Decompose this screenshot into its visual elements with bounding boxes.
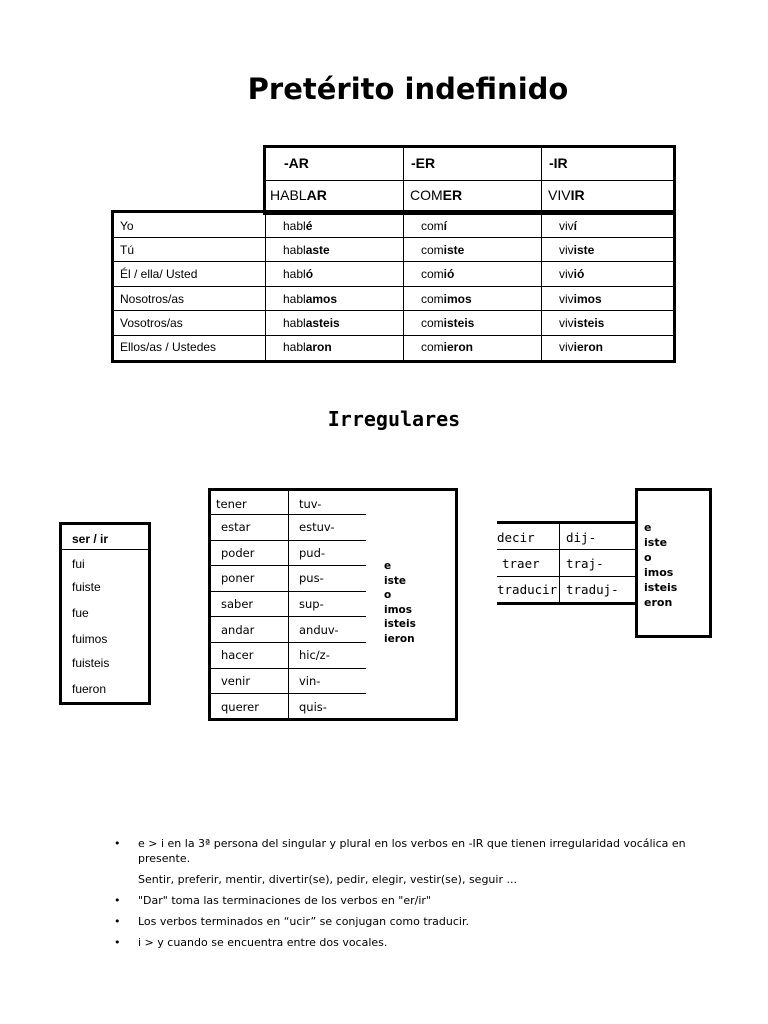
conjugation-cell: habló bbox=[283, 267, 314, 281]
model-verb-comer: COMER bbox=[410, 187, 463, 203]
column-header-ar: -AR bbox=[284, 155, 309, 171]
bullet-icon: • bbox=[114, 936, 121, 949]
conjugation-cell: vivieron bbox=[559, 340, 604, 354]
person-ellos: Ellos/as / Ustedes bbox=[120, 340, 217, 354]
irregular-verb: tener bbox=[216, 497, 247, 511]
divider bbox=[210, 514, 366, 515]
model-verb-hablar: HABLAR bbox=[270, 187, 327, 203]
ser-ir-form: fuimos bbox=[72, 632, 108, 646]
divider bbox=[113, 286, 674, 287]
irregular-endings bbox=[384, 559, 416, 646]
divider bbox=[265, 212, 266, 361]
note-subtext: Sentir, preferir, mentir, divertir(se), pedir, elegir, vestir(se), seguir ... bbox=[138, 873, 517, 886]
note-text: Los verbos terminados en “ucir” se conjugan como traducir. bbox=[138, 915, 469, 928]
conjugation-cell: vivimos bbox=[559, 292, 602, 306]
person-el: Él / ella/ Usted bbox=[120, 267, 198, 281]
page-title: Pretérito indefinido bbox=[247, 72, 569, 106]
note-item bbox=[114, 914, 714, 929]
irregular-verb: venir bbox=[221, 674, 251, 688]
ser-ir-form: fuiste bbox=[72, 580, 101, 594]
irregular-verb: traducir bbox=[497, 582, 558, 597]
conjugation-cell: viviste bbox=[559, 243, 595, 257]
divider bbox=[497, 576, 637, 577]
person-yo: Yo bbox=[120, 219, 134, 233]
irregular-verb: traer bbox=[502, 556, 540, 571]
divider bbox=[210, 591, 366, 592]
irregular-verb: querer bbox=[221, 700, 259, 714]
divider bbox=[113, 310, 674, 311]
conjugation-cell: comiste bbox=[421, 243, 465, 257]
note-text: "Dar" toma las terminaciones de los verbos en "er/ir" bbox=[138, 894, 431, 907]
divider bbox=[210, 565, 366, 566]
divider bbox=[265, 180, 674, 181]
irregular-verb: andar bbox=[221, 623, 255, 637]
model-verb-vivir: VIVIR bbox=[548, 187, 585, 203]
irregular-stem: anduv- bbox=[299, 623, 339, 637]
irregular-stem: pus- bbox=[299, 571, 324, 585]
irregular-verb: poder bbox=[221, 546, 255, 560]
conjugation-cell: viví bbox=[559, 219, 578, 233]
bullet-icon: • bbox=[114, 837, 121, 850]
divider bbox=[113, 335, 674, 336]
irregular-verb: decir bbox=[497, 530, 535, 545]
divider bbox=[497, 602, 637, 605]
conjugation-cell: hablaron bbox=[283, 340, 332, 354]
person-vosotros: Vosotros/as bbox=[120, 316, 183, 330]
divider bbox=[541, 147, 542, 361]
divider bbox=[210, 668, 366, 669]
column-header-er: -ER bbox=[411, 155, 436, 171]
conjugation-cell: hablamos bbox=[283, 292, 338, 306]
ending: eron bbox=[644, 596, 673, 609]
ending: ieron bbox=[384, 632, 415, 645]
irregular-verb: hacer bbox=[221, 648, 254, 662]
conjugation-cell: comimos bbox=[421, 292, 472, 306]
irregular-stem: tuv- bbox=[299, 497, 322, 511]
conjugation-cell: hablaste bbox=[283, 243, 330, 257]
note-item bbox=[114, 935, 714, 950]
column-header-ir: -IR bbox=[549, 155, 568, 171]
irregular-heading: Irregulares bbox=[327, 407, 461, 431]
irregular-stem: vin- bbox=[299, 674, 321, 688]
note-text: i > y cuando se encuentra entre dos vocales. bbox=[138, 936, 388, 949]
divider bbox=[497, 521, 637, 524]
irregular-verb: estar bbox=[221, 520, 251, 534]
ser-ir-form: fuisteis bbox=[72, 656, 110, 670]
divider bbox=[288, 490, 289, 719]
ending: isteis bbox=[384, 618, 416, 630]
divider bbox=[210, 693, 366, 694]
person-tu: Tú bbox=[120, 243, 135, 257]
person-nosotros: Nosotros/as bbox=[120, 292, 185, 306]
ending: iste bbox=[644, 536, 668, 549]
ending: e bbox=[644, 521, 652, 534]
ending: iste bbox=[384, 574, 406, 587]
irregular-stem: traj- bbox=[566, 556, 604, 571]
conjugation-cell: hablasteis bbox=[283, 316, 340, 330]
note-text: e > i en la 3ª persona del singular y plural en los verbos en -IR que tienen irregularidad vocálica en presente. bbox=[138, 837, 686, 865]
note-item bbox=[114, 893, 714, 908]
divider bbox=[113, 237, 674, 238]
conjugation-cell: comieron bbox=[421, 340, 474, 354]
divider bbox=[403, 147, 404, 361]
ser-ir-header: ser / ir bbox=[72, 532, 109, 546]
ending: imos bbox=[644, 566, 674, 579]
conjugation-cell: comisteis bbox=[421, 316, 475, 330]
irregular-j-endings bbox=[644, 520, 677, 610]
divider bbox=[113, 261, 674, 262]
ser-ir-form: fue bbox=[72, 606, 89, 620]
conjugation-cell: vivisteis bbox=[559, 316, 605, 330]
divider bbox=[559, 523, 560, 603]
notes-list bbox=[114, 836, 714, 956]
ending: imos bbox=[384, 603, 413, 616]
divider bbox=[210, 540, 366, 541]
conjugation-cell: vivió bbox=[559, 267, 585, 281]
bullet-icon: • bbox=[114, 894, 121, 907]
irregular-stem: hic/z- bbox=[299, 648, 330, 662]
bullet-icon: • bbox=[114, 915, 121, 928]
conjugation-cell: hablé bbox=[283, 219, 313, 233]
irregular-stem: dij- bbox=[566, 530, 597, 545]
irregular-stem: pud- bbox=[299, 546, 326, 560]
irregular-stem: sup- bbox=[299, 597, 324, 611]
divider bbox=[497, 549, 637, 550]
irregular-verb: poner bbox=[221, 571, 255, 585]
divider bbox=[61, 549, 149, 550]
irregular-stem: quis- bbox=[299, 700, 327, 714]
ending: o bbox=[384, 589, 392, 601]
irregular-verb: saber bbox=[221, 597, 254, 611]
divider bbox=[210, 642, 366, 643]
conjugation-cell: comió bbox=[421, 267, 455, 281]
irregular-stem: estuv- bbox=[299, 520, 335, 534]
irregular-stem: traduj- bbox=[566, 582, 619, 597]
divider bbox=[210, 616, 366, 617]
note-item bbox=[114, 836, 714, 866]
ending: o bbox=[644, 551, 652, 564]
ending: e bbox=[384, 560, 392, 572]
ser-ir-form: fueron bbox=[72, 682, 107, 696]
conjugation-cell: comí bbox=[421, 219, 448, 233]
ser-ir-form: fui bbox=[72, 557, 85, 571]
ending: isteis bbox=[644, 581, 678, 594]
